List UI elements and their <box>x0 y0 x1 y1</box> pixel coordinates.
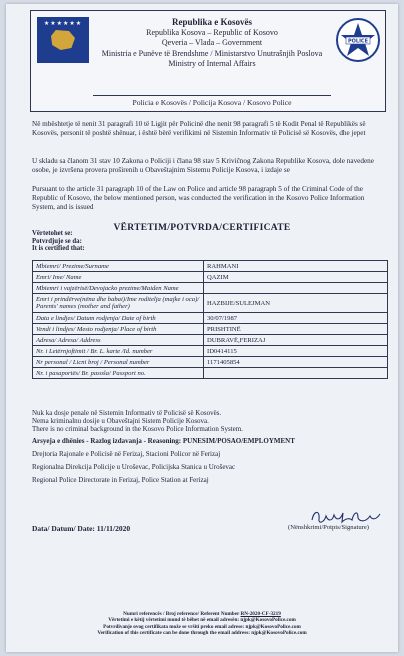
personal-data-table <box>32 260 388 379</box>
certified-that-block <box>32 230 85 253</box>
field-value-address: DUBRAVË,FERIZAJ <box>204 335 388 346</box>
table-row <box>33 283 388 294</box>
field-value-parents: HAZBIJE/SULEJMAN <box>204 294 388 313</box>
table-row <box>33 313 388 324</box>
header-police: Policia e Kosovës / Policija Kosova / Kosovo Police <box>93 95 331 107</box>
table-row <box>33 357 388 368</box>
header-line-2: Republika Kosova – Republic of Kosovo <box>146 27 278 37</box>
field-label: Nr. i Letërnjoftimit / Br. L. karte /Id. number <box>33 346 204 357</box>
table-row <box>33 294 388 313</box>
document-header <box>30 10 386 112</box>
certified-line: It is certified that: <box>32 245 85 253</box>
statement-english: There is no criminal background in the Kosovo Police Information System. <box>32 425 243 433</box>
field-label: Emri i prindërve(nëna dhe babai)/Ime roditelja (majke i oca)/ Parents' names (mother and father) <box>33 294 204 313</box>
svg-text:POLICE: POLICE <box>347 38 369 45</box>
field-label: Adresa/ Adresa/ Address <box>33 335 204 346</box>
field-label: Vendi i lindjes/ Mesto rodjenja/ Place of birth <box>33 324 204 335</box>
certified-line: Vërtetohet se: <box>32 230 73 237</box>
field-label: Nr personal / Licni broj / Personal number <box>33 357 204 368</box>
field-value-passport <box>204 368 388 379</box>
table-row <box>33 324 388 335</box>
table-row <box>33 346 388 357</box>
reference-number: RN-2020-CF-3219 <box>240 611 281 617</box>
header-title <box>93 17 331 70</box>
field-label: Emri/ Ime/ Name <box>33 272 204 283</box>
field-value-surname: RAHMANI <box>204 261 388 272</box>
reference-label: Numri referencës / Broj reference/ Referent Number <box>123 611 240 617</box>
issuer-albanian: Drejtoria Rajonale e Policisë në Ferizaj, Stacioni Policor në Ferizaj <box>32 450 221 458</box>
certificate-title: VËRTETIM/POTVRDA/CERTIFICATE <box>113 223 291 233</box>
issuer-serbian: Regionalna Direkcija Policije u Uroševac, Policijska Stanica u Uroševac <box>32 463 236 471</box>
kosovo-flag-icon: ★★★★★★ <box>37 17 89 63</box>
certified-line: Potvrdjuje se da: <box>32 237 82 245</box>
issuer-english: Regional Police Directorate in Ferizaj, Police Station at Ferizaj <box>32 476 209 484</box>
field-value-birth-date: 30/07/1987 <box>204 313 388 324</box>
field-label: Mbiemri/ Prezime/Surname <box>33 261 204 272</box>
header-line-5: Ministry of Internal Affairs <box>168 59 256 68</box>
legal-paragraph-english: Pursuant to the article 31 paragraph 10 of the Law on Police and article 98 paragraph 5 of the Criminal Code of the Republic of Kosovo, the below mentioned person, was conducted the verification in the Kosovo Police Information System, and is issued <box>32 185 365 211</box>
field-value-maiden-name <box>204 283 388 294</box>
header-line-1: Republika e Kosovës <box>171 17 252 27</box>
legal-paragraph-serbian: U skladu sa članom 31 stav 10 Zakona o Policiji i člana 98 stav 5 Krivičnog Zakona Republike Kosova, dole navedene osobe, je izvršena provera proširenih u Obaveštajnim Sistemu Policije Kosova, i izdaje se <box>32 157 374 174</box>
verification-line-albanian: Vërtetimi e këtij vërtetimi mund të bëhet në email adresën: njpk@KosovoPolice.com <box>108 617 296 624</box>
table-row <box>33 368 388 379</box>
field-value-birth-place: PRISHTINË <box>204 324 388 335</box>
field-label: Mbiemri i vajzërisë/Devojacko prezime/Maiden Name <box>33 283 204 294</box>
table-row <box>33 261 388 272</box>
verification-line-serbian: Potvrđivanje ovog certifikata može se vršiti preko email adrese: njpk@KosovoPolice.com <box>103 623 301 630</box>
header-line-3: Qeveria – Vlada – Government <box>161 38 263 47</box>
header-line-4: Ministria e Punëve të Brendshme / Ministarstvo Unutrašnjih Poslova <box>101 48 323 58</box>
statement-serbian: Nema kriminalnu dosije u Obaveštajni Sistem Policije Kosova. <box>32 417 209 425</box>
field-value-personal-number: 1171405854 <box>204 357 388 368</box>
field-value-name: QAZIM <box>204 272 388 283</box>
police-emblem-icon <box>335 17 381 63</box>
table-row <box>33 335 388 346</box>
field-label: Data e lindjes/ Datum rodjenja/ Date of birth <box>33 313 204 324</box>
verification-line-english: Verification of this certificate can be done through the email address: njpk@KosovoPolice.com <box>97 630 307 637</box>
reason-line: Arsyeja e dhënies - Razlog izdavanja - Reasoning: PUNESIM/POSAO/EMPLOYMENT <box>32 437 295 445</box>
certificate-document <box>6 4 398 652</box>
signature-label: (Nënshkrimi/Potpis/Signature) <box>288 524 369 531</box>
issue-date: Data/ Datum/ Date: 11/11/2020 <box>32 524 131 533</box>
table-row <box>33 272 388 283</box>
field-label: Nr. i pasaportës/ Br. pasoša/ Passport no. <box>33 368 204 379</box>
legal-paragraph-albanian: Në mbështetje të nenit 31 paragrafi 10 të Ligjit për Policinë dhe nenit 98 paragrafi 5 të Kodit Penal të Republikës së Kosovës, personit të poshtë shënuar, i është bërë verifikimi në Sistemin Informativ të Policisë së Kosovës, dhe jepet <box>32 120 366 137</box>
field-value-id-number: ID0414115 <box>204 346 388 357</box>
document-footer <box>6 611 398 637</box>
statement-albanian: Nuk ka dosje penale në Sistemin Informativ të Policisë së Kosovës. <box>32 409 222 417</box>
